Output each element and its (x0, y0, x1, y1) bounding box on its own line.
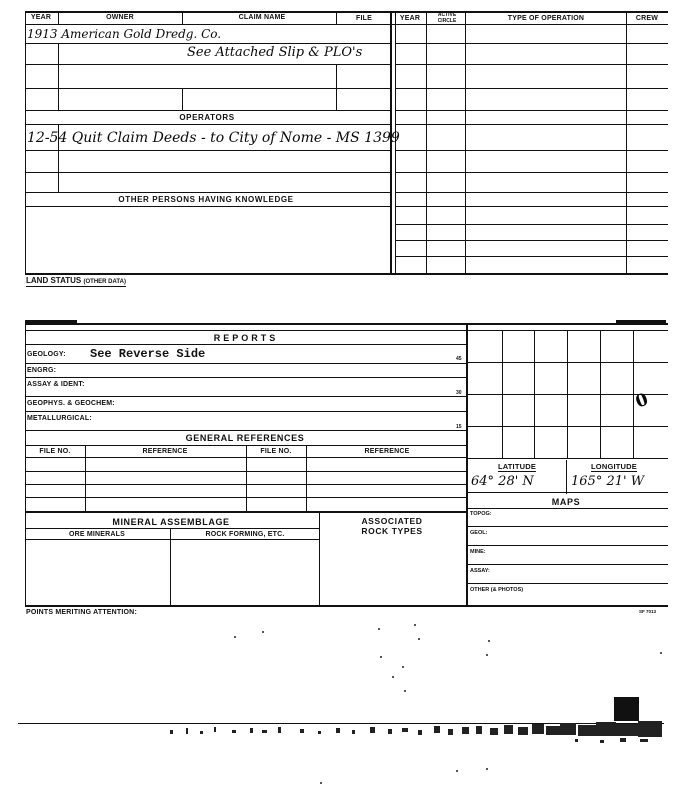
row-line (466, 508, 668, 509)
other-persons-heading: OTHER PERSONS HAVING KNOWLEDGE (118, 195, 294, 204)
grid-row (466, 458, 668, 459)
scale-15: 15 (456, 424, 462, 430)
scan-speck (392, 676, 394, 678)
row-line (395, 206, 668, 207)
engrg-label: ENGRG: (27, 367, 57, 374)
col-sep (58, 11, 59, 25)
row-line (25, 206, 390, 207)
maps-assay: ASSAY: (470, 568, 490, 574)
reports-heading: REPORTS (213, 333, 279, 343)
col-sep (626, 11, 627, 275)
header-type-of-operation: TYPE OF OPERATION (507, 15, 585, 22)
points-heading: POINTS MERITING ATTENTION: (26, 609, 137, 616)
operators-entry: 12-54 Quit Claim Deeds - to City of Nome - MS 1399 (27, 130, 400, 146)
row-line (395, 192, 668, 193)
metallurgical-label: METALLURGICAL: (27, 415, 92, 422)
reports-top-border (25, 323, 668, 325)
scan-speck (414, 624, 416, 626)
row-line (25, 172, 390, 173)
row-line (25, 539, 319, 540)
scan-speck (402, 666, 404, 668)
form-number: SF 7013 (639, 609, 657, 614)
latitude-value: 64° 28' N (471, 474, 534, 489)
scan-speck (380, 656, 382, 658)
row-line (25, 411, 466, 412)
scan-noise-band (0, 718, 678, 768)
row-line (395, 88, 668, 89)
mineral-assemblage-heading: MINERAL ASSEMBLAGE (112, 517, 230, 527)
claim-entry: See Attached Slip & PLO's (187, 45, 363, 60)
maps-topog: TOPOG: (470, 511, 492, 517)
col-sep (58, 124, 59, 192)
col-sep (336, 64, 337, 110)
col-sep (170, 528, 171, 605)
longitude-value: 165° 21' W (571, 474, 645, 489)
row-line (395, 172, 668, 173)
row-line (395, 150, 668, 151)
row-line (395, 64, 668, 65)
col-sep (182, 11, 183, 25)
scale-30: 30 (456, 390, 462, 396)
col-sep (566, 460, 567, 494)
maps-mine: MINE: (470, 549, 486, 555)
header-claim-name: CLAIM NAME (238, 14, 286, 21)
col-sep (306, 445, 307, 511)
maps-geol: GEOL: (470, 530, 488, 536)
scan-speck (262, 631, 264, 633)
reports-left-border (25, 323, 26, 605)
row-line (25, 124, 390, 125)
gr-col-file-no-2: FILE NO. (260, 448, 292, 455)
row-line (466, 526, 668, 527)
col-sep (319, 511, 320, 605)
land-status-sub: (OTHER DATA) (83, 279, 126, 285)
row-line (25, 363, 466, 364)
row-line (25, 110, 390, 111)
rock-types-label: ROCK TYPES (361, 526, 423, 536)
grid-mark: 0 (632, 389, 651, 413)
row-line (25, 43, 390, 44)
geology-value: See Reverse Side (90, 347, 206, 361)
ore-minerals-label: ORE MINERALS (68, 531, 126, 538)
owner-entry: 1913 American Gold Dredg. Co. (27, 27, 222, 41)
grid-row (466, 426, 668, 427)
reports-top-border-2 (25, 330, 668, 331)
row-line (395, 43, 668, 44)
general-references-heading: GENERAL REFERENCES (185, 433, 305, 443)
header-owner: OWNER (106, 14, 134, 21)
row-line (466, 583, 668, 584)
grid-row (466, 362, 668, 363)
col-sep (182, 88, 183, 110)
row-line (25, 396, 466, 397)
row-line (25, 430, 466, 431)
scan-speck (486, 768, 488, 770)
rock-forming-label: ROCK FORMING, ETC. (205, 531, 285, 538)
scan-speck (378, 628, 380, 630)
row-line (395, 110, 668, 111)
scan-speck (488, 640, 490, 642)
row-line (25, 528, 319, 529)
geology-label: GEOLOGY: (27, 351, 66, 358)
row-line (466, 545, 668, 546)
left-border (25, 11, 26, 273)
associated-label: ASSOCIATED (361, 516, 423, 526)
land-status-heading (26, 276, 126, 287)
col-sep (336, 11, 337, 25)
header-crew: CREW (635, 15, 659, 22)
scan-speck (660, 652, 662, 654)
geophys-label: GEOPHYS. & GEOCHEM: (27, 400, 115, 407)
top-table-bottom (25, 273, 668, 275)
assay-ident-label: ASSAY & IDENT: (27, 381, 85, 388)
row-line (25, 344, 466, 345)
scan-speck (418, 638, 420, 640)
land-status-label: LAND STATUS (26, 276, 82, 285)
operators-heading: OPERATORS (179, 113, 235, 122)
maps-heading: MAPS (551, 497, 581, 507)
maps-other: OTHER (& PHOTOS) (470, 587, 524, 593)
row-line (25, 150, 390, 151)
header-file: FILE (356, 15, 372, 22)
row-line (395, 224, 668, 225)
latitude-label: LATITUDE (497, 462, 537, 471)
row-line (395, 124, 668, 125)
col-sep (246, 445, 247, 511)
reports-bottom-border (25, 605, 668, 607)
col-sep (58, 43, 59, 110)
row-line (395, 240, 668, 241)
scale-45: 45 (456, 356, 462, 362)
row-line (25, 377, 466, 378)
top-border (25, 11, 668, 13)
header-year-2: YEAR (399, 15, 421, 22)
row-line (466, 492, 668, 493)
scan-speck (456, 770, 458, 772)
gr-col-file-no: FILE NO. (39, 448, 71, 455)
row-line (25, 192, 390, 193)
header-bottom-line (25, 24, 668, 25)
row-line (395, 256, 668, 257)
scan-speck (404, 690, 406, 692)
gr-col-reference-2: REFERENCE (364, 448, 410, 455)
col-sep (85, 445, 86, 511)
row-line-thick (25, 511, 466, 513)
col-sep (426, 11, 427, 275)
scan-speck (234, 636, 236, 638)
longitude-label: LONGITUDE (591, 462, 637, 471)
reports-divider (466, 323, 468, 605)
col-sep (465, 11, 466, 275)
gr-col-reference: REFERENCE (142, 448, 188, 455)
header-year: YEAR (30, 14, 52, 21)
scan-speck (320, 782, 322, 784)
header-active-circle: ACTIVE CIRCLE (437, 12, 457, 24)
scan-speck (486, 654, 488, 656)
row-line (466, 564, 668, 565)
